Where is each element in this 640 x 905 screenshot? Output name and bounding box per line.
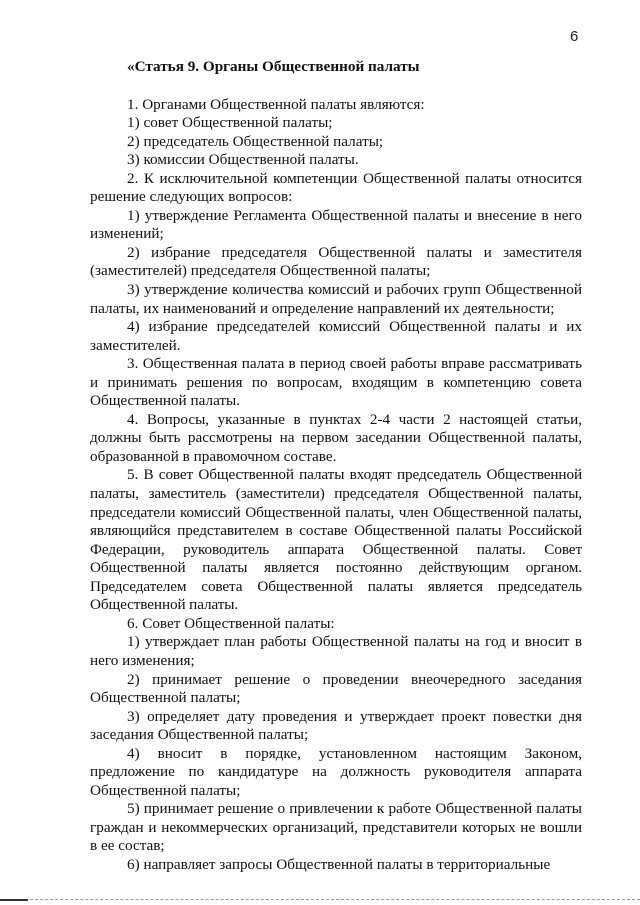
paragraph: 3) определяет дату проведения и утверждает проект повестки дня заседания Общественной палаты; (90, 707, 582, 744)
paragraph: 4) избрание председателей комиссий Общественной палаты и их заместителей. (90, 318, 582, 354)
scan-bottom-edge-mark (0, 899, 28, 901)
paragraph: 1) утверждает план работы Общественной палаты на год и вносит в него изменения; (90, 633, 582, 669)
paragraph: 3) комиссии Общественной палаты. (127, 151, 359, 169)
paragraph: 3) утверждение количества комиссий и рабочих групп Общественной палаты, их наименований и определение направлений их деятельности; (90, 281, 582, 317)
paragraph: 5) принимает решение о привлечении к работе Общественной палаты граждан и некоммерческих организаций, представители которых не вошли в ее состав; (90, 800, 582, 855)
paragraph: 4) вносит в порядке, установленном настоящим Законом, предложение по кандидатуре на должность руководителя аппарата Общественной палаты; (90, 744, 582, 799)
paragraph: 6. Совет Общественной палаты: (127, 614, 335, 632)
scan-bottom-edge (0, 899, 640, 902)
paragraph: 2) избрание председателя Общественной палаты и заместителя (заместителей) председателя Общественной палаты; (90, 243, 582, 280)
document-body (90, 58, 582, 875)
paragraph: 3. Общественная палата в период своей работы вправе рассматривать и принимать решения по вопросам, входящим в компетенцию совета Общественной палаты. (90, 355, 582, 410)
paragraph: 2. К исключительной компетенции Общественной палаты относится решение следующих вопросов: (90, 169, 582, 206)
paragraph: 1) совет Общественной палаты; (127, 114, 333, 132)
paragraph: 2) принимает решение о проведении внеочередного заседания Общественной палаты; (90, 670, 582, 707)
paragraph: 6) направляет запросы Общественной палаты в территориальные (127, 855, 551, 873)
paragraph: 2) председатель Общественной палаты; (127, 132, 384, 150)
paragraph: 1. Органами Общественной палаты являются: (127, 95, 425, 113)
article-heading: «Статья 9. Органы Общественной палаты (127, 58, 420, 75)
page-number: 6 (570, 28, 579, 45)
paragraph: 1) утверждение Регламента Общественной палаты и внесение в него изменений; (90, 206, 582, 243)
paragraph: 5. В совет Общественной палаты входят председатель Общественной палаты, заместитель (заместители) председателя Общественной палаты, председатели комиссий Общественной палаты, член Общественной палаты, являющийся представителем в составе Общественной палаты Российской Федерации, руководитель аппарата Общественной палаты. Совет Общественной палаты является постоянно действующим органом. Председателем совета Общественной палаты является председатель Общественной палаты. (90, 466, 582, 614)
paragraph: 4. Вопросы, указанные в пунктах 2-4 части 2 настоящей статьи, должны быть рассмотрены на первом заседании Общественной палаты, образованной в правомочном составе. (90, 410, 582, 465)
